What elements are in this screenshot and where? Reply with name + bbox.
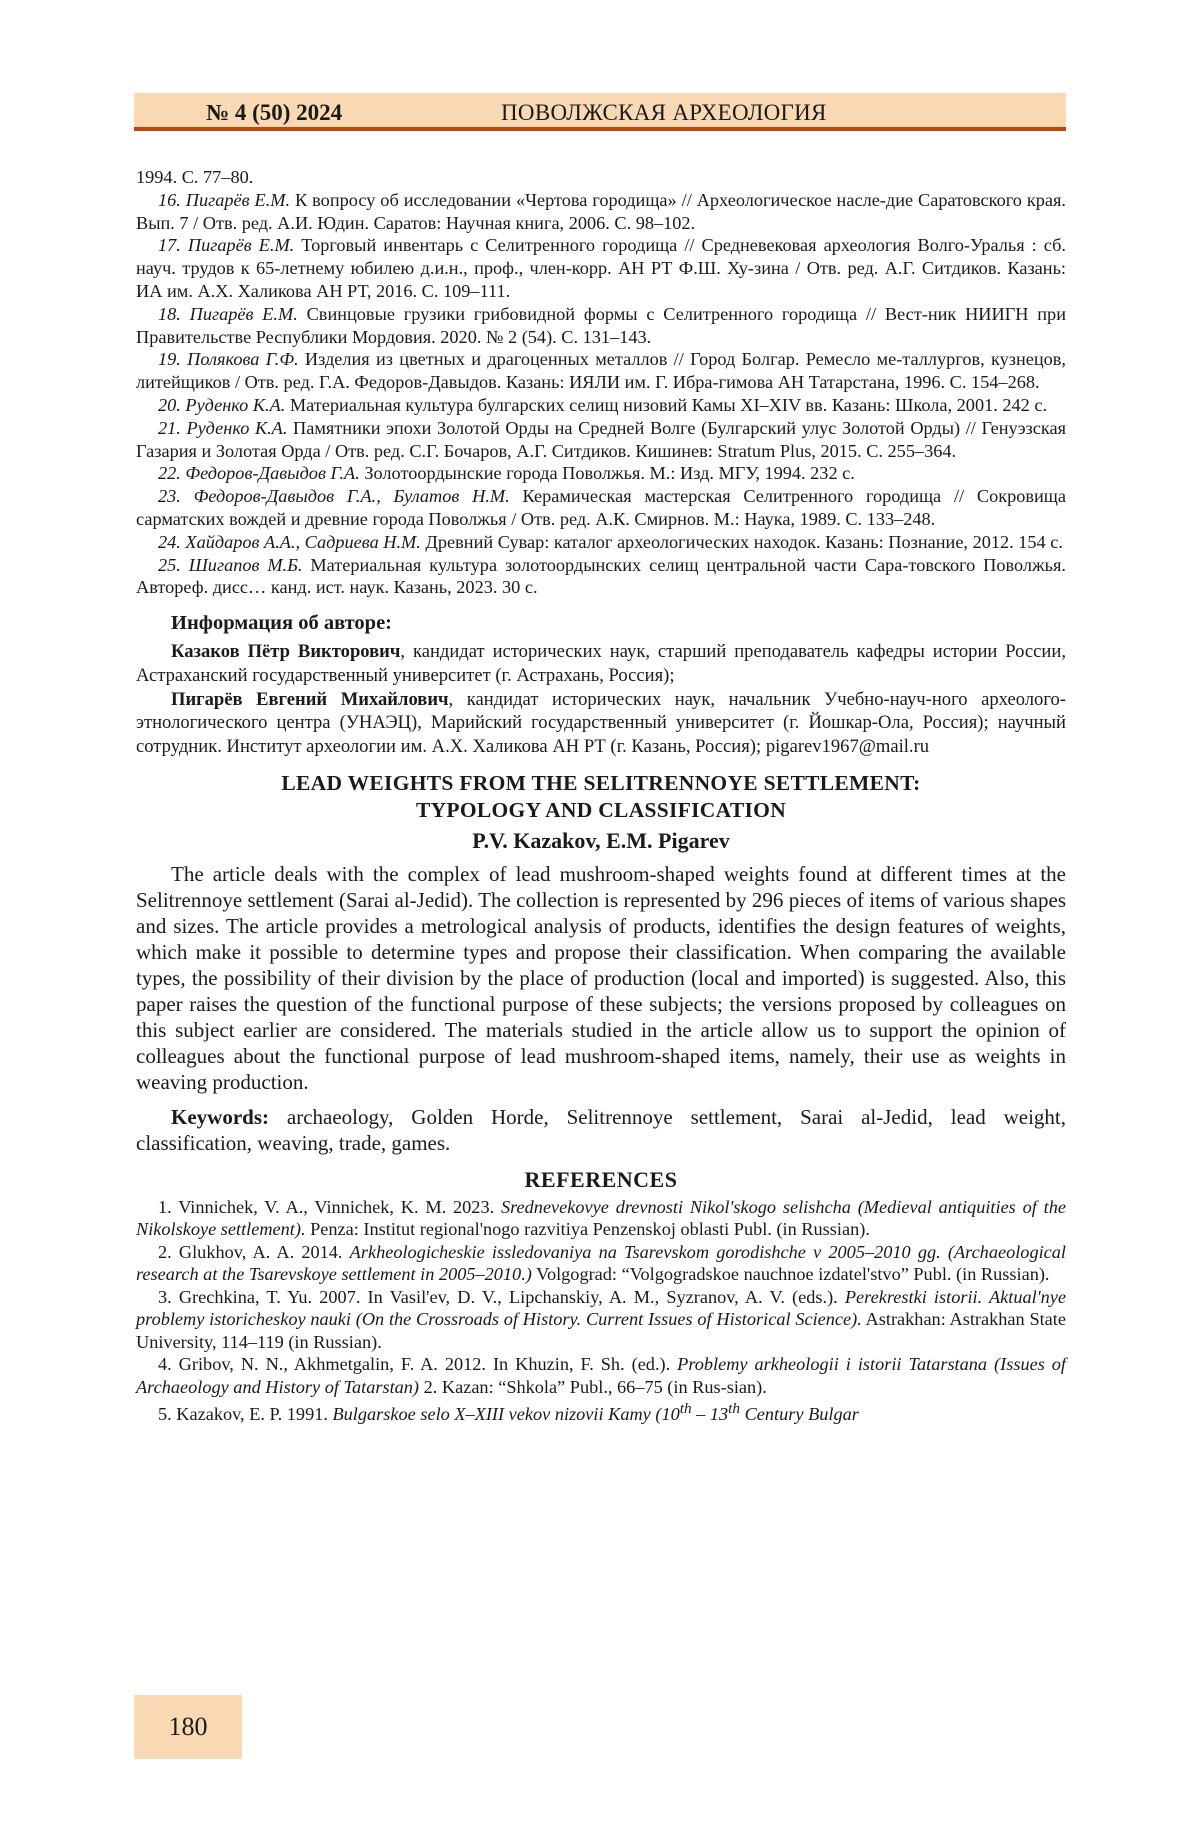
author-info-item: Казаков Пётр Викторович, кандидат исторических наук, старший преподаватель кафедры истории России, Астраханский государственный университет (г. Астрахань, Россия); (136, 640, 1066, 687)
reference-item: 19. Полякова Г.Ф. Изделия из цветных и драгоценных металлов // Город Болгар. Ремесло ме-таллургов, кузнецов, литейщиков / Отв. ред. Г.А. Федоров-Давыдов. Казань: ИЯЛИ им. Г. Ибра-гимова АН Татарстана, 1996. С. 154–268. (136, 348, 1066, 394)
issue-number: № 4 (50) 2024 (206, 100, 342, 126)
author-info-item: Пигарёв Евгений Михайлович, кандидат исторических наук, начальник Учебно-науч-ного археолого-этнологического центра (УНАЭЦ), Марийский государственный университет (г. Йошкар-Ола, Россия); научный сотрудник. Институт археологии им. А.Х. Халикова АН РТ (г. Казань, Россия); pigarev1967@mail.ru (136, 688, 1066, 759)
journal-title: ПОВОЛЖСКАЯ АРХЕОЛОГИЯ (501, 100, 827, 126)
page-header (134, 93, 1066, 131)
reference-item: 20. Руденко К.А. Материальная культура булгарских селищ низовий Камы XI–XIV вв. Казань: Школа, 2001. 242 с. (136, 394, 1066, 417)
reference-item: 18. Пигарёв Е.М. Свинцовые грузики грибовидной формы с Селитренного городища // Вест-ник НИИГН при Правительстве Республики Мордовия. 2020. № 2 (54). С. 131–143. (136, 303, 1066, 349)
reference-item: 25. Шигапов М.Б. Материальная культура золотоордынских селищ центральной части Сара-товского Поволжья. Автореф. дисс… канд. ист. наук. Казань, 2023. 30 с. (136, 554, 1066, 600)
author-info-heading: Информация об авторе: (171, 610, 1066, 636)
reference-item: 1. Vinnichek, V. A., Vinnichek, K. M. 2023. Srednevekovye drevnosti Nikol'skogo selishcha (Medieval antiquities of the Nikolskoye settlement). Penza: Institut regional'nogo razvitiya Penzenskoj oblasti Publ. (in Russian). (136, 1196, 1066, 1241)
english-abstract: The article deals with the complex of lead mushroom-shaped weights found at different times at the Selitrennoye settlement (Sarai al-Jedid). The collection is represented by 296 pieces of items of various shapes and sizes. The article provides a metrological analysis of products, identifies the design features of weights, which make it possible to determine types and propose their classification. When comparing the available types, the possibility of their division by the place of production (local and imported) is suggested. Also, this paper raises the question of the functional purpose of these subjects; the versions proposed by colleagues on this subject earlier are considered. The materials studied in the article allow us to support the opinion of colleagues about the functional purpose of lead mushroom-shaped items, namely, their use as weights in weaving production. (136, 861, 1066, 1096)
reference-item: 22. Федоров-Давыдов Г.А. Золотоордынские города Поволжья. М.: Изд. МГУ, 1994. 232 с. (136, 462, 1066, 485)
reference-item: 17. Пигарёв Е.М. Торговый инвентарь с Селитренного городища // Средневековая археология Волго-Уралья : сб. науч. трудов к 65-летнему юбилею д.и.н., проф., член-корр. АН РТ Ф.Ш. Ху-зина / Отв. ред. А.Г. Ситдиков. Казань: ИА им. А.Х. Халикова АН РТ, 2016. С. 109–111. (136, 234, 1066, 302)
reference-item: 2. Glukhov, A. A. 2014. Arkheologicheskie issledovaniya na Tsarevskom gorodishche v 2005–2010 gg. (Archaeological research at the Tsarevskoye settlement in 2005–2010.) Volgograd: “Volgogradskoe nauchnoe izdatel'stvo” Publ. (in Russian). (136, 1241, 1066, 1286)
russian-references (136, 166, 1066, 599)
page-content (136, 166, 1066, 1426)
page-number: 180 (134, 1695, 242, 1759)
reference-continuation: 1994. С. 77–80. (136, 166, 1066, 189)
reference-item: 21. Руденко К.А. Памятники эпохи Золотой Орды на Средней Волге (Булгарский улус Золотой Орды) // Генуэзская Газария и Золотая Орда / Отв. ред. С.Г. Бочаров, А.Г. Ситдиков. Кишинев: Stratum Plus, 2015. С. 255–364. (136, 417, 1066, 463)
reference-item: 3. Grechkina, T. Yu. 2007. In Vasil'ev, D. V., Lipchanskiy, A. M., Syzranov, A. V. (eds.). Perekrestki istorii. Aktual'nye problemy istoricheskoy nauki (On the Crossroads of History. Current Issues of Historical Science). Astrakhan: Astrakhan State University, 114–119 (in Russian). (136, 1286, 1066, 1354)
reference-item: 16. Пигарёв Е.М. К вопросу об исследовании «Чертова городища» // Археологическое насле-дие Саратовского края. Вып. 7 / Отв. ред. А.И. Юдин. Саратов: Научная книга, 2006. С. 98–102. (136, 189, 1066, 235)
references-heading: REFERENCES (136, 1166, 1066, 1194)
reference-item: 4. Gribov, N. N., Akhmetgalin, F. A. 2012. In Khuzin, F. Sh. (ed.). Problemy arkheologii i istorii Tatarstana (Issues of Archaeology and History of Tatarstan) 2. Kazan: “Shkola” Publ., 66–75 (in Rus-sian). (136, 1353, 1066, 1398)
reference-item: 24. Хайдаров А.А., Садриева Н.М. Древний Сувар: каталог археологических находок. Казань: Познание, 2012. 154 с. (136, 531, 1066, 554)
reference-item: 5. Kazakov, E. P. 1991. Bulgarskoe selo X–XIII vekov nizovii Kamy (10th – 13th Century Bulgar (136, 1398, 1066, 1426)
reference-item: 23. Федоров-Давыдов Г.А., Булатов Н.М. Керамическая мастерская Селитренного городища // Сокровища сарматских вождей и древние города Поволжья / Отв. ред. А.К. Смирнов. М.: Наука, 1989. С. 133–248. (136, 485, 1066, 531)
journal-page (0, 0, 1200, 1844)
english-keywords: Keywords: archaeology, Golden Horde, Selitrennoye settlement, Sarai al-Jedid, lead weight, classification, weaving, trade, games. (136, 1104, 1066, 1156)
english-authors: P.V. Kazakov, E.M. Pigarev (136, 827, 1066, 855)
english-article-title: LEAD WEIGHTS FROM THE SELITRENNOYE SETTLEMENT: TYPOLOGY AND CLASSIFICATION (136, 770, 1066, 824)
